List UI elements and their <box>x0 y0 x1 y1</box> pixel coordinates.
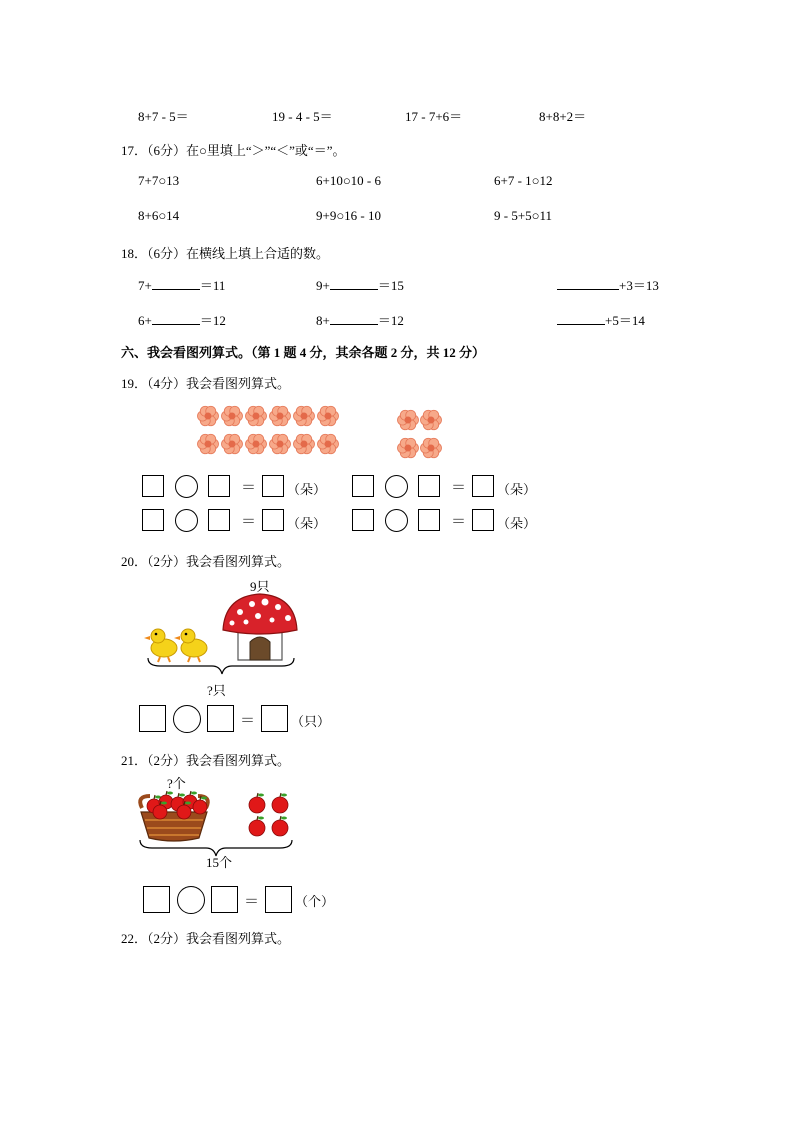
operator-circle[interactable] <box>177 886 205 914</box>
operator-circle[interactable] <box>175 509 198 532</box>
q17-item-6: 9 - 5+5○11 <box>494 208 553 223</box>
flower-icon <box>398 410 419 430</box>
q17-title: 17．（6分）在○里填上“＞”“＜”或“＝”。 <box>121 143 346 158</box>
q18-item-2 <box>316 275 404 294</box>
answer-box[interactable] <box>265 886 292 913</box>
q20-title: 20．（2分）我会看图列算式。 <box>121 554 291 569</box>
apple-icon <box>249 816 265 836</box>
duck-icon <box>144 629 177 662</box>
unit-label: （只） <box>291 714 331 729</box>
q18-item-5-post: ＝12 <box>377 313 404 328</box>
equals-sign: ＝ <box>241 480 257 496</box>
flower-icon <box>318 406 339 426</box>
answer-blank[interactable] <box>152 324 200 325</box>
flower-icon <box>246 434 267 454</box>
duck-mushroom-picture <box>0 590 794 700</box>
operator-circle[interactable] <box>385 475 408 498</box>
apple-icon <box>249 793 265 813</box>
answer-blank[interactable] <box>557 289 619 290</box>
row16-item-4: 8+8+2＝ <box>539 109 587 124</box>
operator-circle[interactable] <box>173 705 201 733</box>
flower-icon <box>398 438 419 458</box>
row16-item-2: 19 - 4 - 5＝ <box>272 109 333 124</box>
q18-item-2-post: ＝15 <box>377 278 404 293</box>
unit-label: （朵） <box>497 516 537 531</box>
equals-sign: ＝ <box>451 514 467 530</box>
flower-icon <box>421 438 442 458</box>
unit-label: （个） <box>295 894 335 909</box>
q21-title: 21．（2分）我会看图列算式。 <box>121 753 291 768</box>
answer-box[interactable] <box>142 475 164 497</box>
answer-box[interactable] <box>143 886 170 913</box>
answer-box[interactable] <box>262 475 284 497</box>
answer-box[interactable] <box>418 475 440 497</box>
operator-circle[interactable] <box>385 509 408 532</box>
q17-item-4: 8+6○14 <box>138 208 180 223</box>
q18-item-1 <box>138 275 225 294</box>
q17-item-1: 7+7○13 <box>138 173 180 188</box>
unit-label: （朵） <box>287 482 327 497</box>
flower-icon <box>198 406 219 426</box>
q17-item-5: 9+9○16 - 10 <box>316 208 382 223</box>
q18-item-1-pre: 7+ <box>138 278 152 293</box>
flower-picture <box>0 400 794 470</box>
flower-icon <box>318 434 339 454</box>
answer-blank[interactable] <box>330 289 378 290</box>
q18-item-4 <box>138 310 226 329</box>
apple-icon <box>272 793 288 813</box>
section-6-heading: 六、我会看图列算式。（第 1 题 4 分，其余各题 2 分，共 12 分） <box>121 345 486 360</box>
answer-box[interactable] <box>207 705 234 732</box>
equals-sign: ＝ <box>451 480 467 496</box>
mushroom-house-icon <box>223 594 297 660</box>
q21-bottom-label: 15个 <box>206 855 233 870</box>
q18-item-5-pre: 8+ <box>316 313 330 328</box>
answer-blank[interactable] <box>557 324 605 325</box>
answer-box[interactable] <box>139 705 166 732</box>
equals-sign: ＝ <box>244 894 260 910</box>
q18-item-3 <box>557 275 659 294</box>
q22-title: 22．（2分）我会看图列算式。 <box>121 931 291 946</box>
answer-box[interactable] <box>472 475 494 497</box>
answer-box[interactable] <box>142 509 164 531</box>
q18-item-4-post: ＝12 <box>199 313 226 328</box>
unit-label: （朵） <box>497 482 537 497</box>
answer-box[interactable] <box>418 509 440 531</box>
answer-box[interactable] <box>211 886 238 913</box>
unit-label: （朵） <box>287 516 327 531</box>
flower-icon <box>270 406 291 426</box>
flower-icon <box>222 434 243 454</box>
answer-box[interactable] <box>472 509 494 531</box>
flower-icon <box>198 434 219 454</box>
q21-top-label: ?个 <box>167 776 186 791</box>
answer-box[interactable] <box>352 475 374 497</box>
equals-sign: ＝ <box>241 514 257 530</box>
q18-item-1-post: ＝11 <box>199 278 226 293</box>
answer-box[interactable] <box>352 509 374 531</box>
flower-icon <box>246 406 267 426</box>
equals-sign: ＝ <box>240 713 256 729</box>
q18-item-6-post: +5＝14 <box>605 313 645 328</box>
flower-icon <box>270 434 291 454</box>
operator-circle[interactable] <box>175 475 198 498</box>
q18-item-4-pre: 6+ <box>138 313 152 328</box>
flower-icon <box>222 406 243 426</box>
q18-item-2-pre: 9+ <box>316 278 330 293</box>
answer-box[interactable] <box>262 509 284 531</box>
answer-blank[interactable] <box>330 324 378 325</box>
q18-item-3-post: +3＝13 <box>619 278 659 293</box>
flower-icon <box>421 410 442 430</box>
q18-item-5 <box>316 310 404 329</box>
duck-icon <box>174 629 207 662</box>
flower-icon <box>294 434 315 454</box>
answer-box[interactable] <box>208 509 230 531</box>
answer-box[interactable] <box>208 475 230 497</box>
q17-item-3: 6+7 - 1○12 <box>494 173 553 188</box>
q20-top-label: 9只 <box>250 579 270 594</box>
q19-title: 19．（4分）我会看图列算式。 <box>121 376 291 391</box>
answer-blank[interactable] <box>152 289 200 290</box>
q18-title: 18．（6分）在横线上填上合适的数。 <box>121 246 330 261</box>
answer-box[interactable] <box>261 705 288 732</box>
row16-item-1: 8+7 - 5＝ <box>138 109 189 124</box>
q20-bottom-label: ?只 <box>207 683 226 698</box>
q17-item-2: 6+10○10 - 6 <box>316 173 382 188</box>
q18-item-6 <box>557 310 645 329</box>
apple-basket-picture <box>0 790 794 860</box>
flower-icon <box>294 406 315 426</box>
apple-icon <box>272 816 288 836</box>
row16-item-3: 17 - 7+6＝ <box>405 109 463 124</box>
